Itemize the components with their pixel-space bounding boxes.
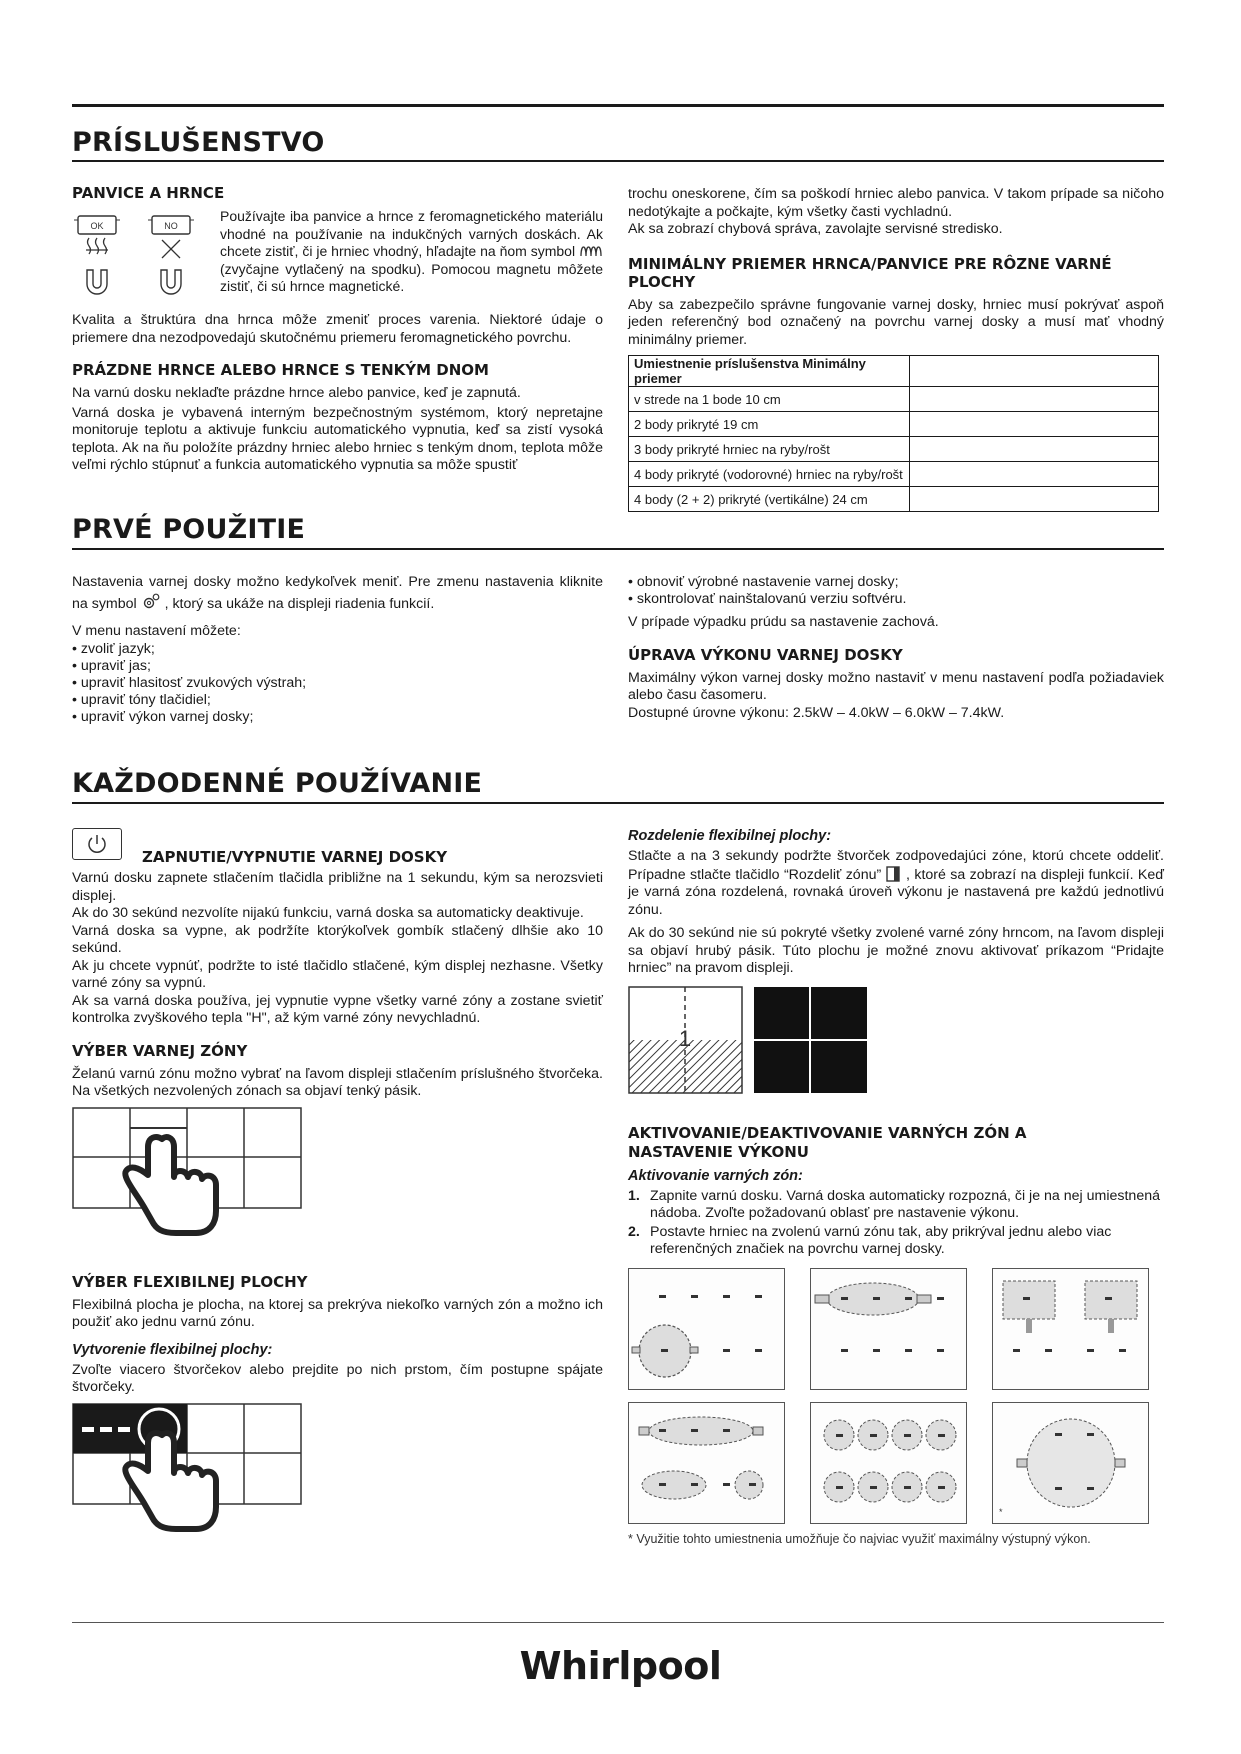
- section-rule: [72, 548, 1164, 550]
- list-item: [628, 1224, 1164, 1258]
- brand-logo: Whirlpool: [519, 1644, 722, 1688]
- list-item: • upraviť tóny tlačidiel;: [72, 692, 603, 709]
- daily-left-column: [72, 828, 603, 1543]
- section-rule: [72, 160, 1164, 162]
- flex-create-text: Zvoľte viacero štvorčekov alebo prejdite po nich prstom, čím postupne spájate štvorčeky.: [72, 1361, 603, 1395]
- flex-text: Flexibilná plocha je plocha, na ktorej sa prekrýva niekoľko varných zón a možno ich použiť ako jednu varnú zónu.: [72, 1296, 603, 1330]
- accessories-right-column: [628, 186, 1164, 512]
- split-zone-icon: [886, 866, 902, 882]
- pan-test-icon: [72, 210, 202, 315]
- step-number: 2.: [628, 1223, 640, 1240]
- split-title: Rozdelenie flexibilnej plochy:: [628, 828, 832, 844]
- step-text: Zapnite varnú dosku. Varná doska automaticky rozpozná, či je na nej umiestnená nádoba. Zvoľte požadovanú oblasť pre nastavenie výkonu.: [650, 1187, 1160, 1221]
- list-item: [628, 1188, 1164, 1222]
- power-icon: [73, 829, 121, 859]
- zone-select-text: Želanú varnú zónu možno vybrať na ľavom displeji stlačením príslušného štvorčeka. Na všetkých nezvolených zónach sa objaví tenký pásik.: [72, 1065, 603, 1099]
- table-header-row: [629, 356, 1159, 387]
- zone-select-illustration: [72, 1107, 312, 1247]
- step-number: 1.: [628, 1187, 640, 1204]
- table-cell: 2 body prikryté 19 cm: [629, 412, 910, 437]
- power-text: Maximálny výkon varnej dosky možno nastaviť v menu nastavení podľa požiadaviek alebo času časomeru.: [628, 669, 1164, 703]
- onoff-heading: ZAPNUTIE/VYPNUTIE VARNEJ DOSKY: [142, 848, 448, 866]
- empty-pots-text-1: Na varnú dosku neklaďte prázdne hrnce alebo panvice, keď je zapnutá.: [72, 385, 521, 401]
- table-cell: v strede na 1 bode 10 cm: [629, 387, 910, 412]
- flex-create-illustration: [72, 1403, 312, 1543]
- split-text-1b: , ktoré sa zobrazí na displeji funkcií. Keď je varná zóna rozdelená, rovnaká úroveň výkonu je nastavená pre každú jednotlivú zónu.: [628, 866, 1164, 918]
- table-row: [629, 412, 1159, 437]
- power-button-icon: [72, 828, 122, 860]
- placement-diagrams: [628, 1268, 1164, 1524]
- split-text-1: [628, 848, 1164, 919]
- zone-select-heading: VÝBER VARNEJ ZÓNY: [72, 1041, 248, 1060]
- list-item: • skontrolovať nainštalovanú verziu softvéru.: [628, 591, 1164, 608]
- asterisk-mark: *: [999, 1506, 1003, 1517]
- placement-single-pot: [628, 1268, 785, 1390]
- placement-grill-plates: [992, 1268, 1149, 1390]
- onoff-heading-row: [72, 828, 603, 870]
- list-item: • upraviť jas;: [72, 658, 603, 675]
- table-cell: 3 body prikryté hrniec na ryby/rošt: [629, 437, 910, 462]
- pans-text-3: Kvalita a štruktúra dna hrnca môže zmeniť proces varenia. Niektoré údaje o priemere dna nezodpovedajú skutočnému priemeru feromagnetického povrchu.: [72, 312, 603, 346]
- section-title-daily-use: KAŽDODENNÉ POUŽÍVANIE: [72, 768, 483, 799]
- empty-pots-text-4: Ak sa zobrazí chybová správa, zavolajte servisné stredisko.: [628, 221, 1003, 237]
- activate-steps: [628, 1188, 1164, 1258]
- accessories-left-column: [72, 184, 603, 481]
- pans-text-2: (zvyčajne vytlačený na spodku). Pomocou magnetu môžete zistiť, či sú hrnce magnetické.: [220, 260, 603, 294]
- onoff-text-1: Varnú dosku zapnete stlačením tlačidla približne na 1 sekundu, kým sa nerozsvieti displej.: [72, 870, 603, 904]
- table-row: [629, 462, 1159, 487]
- split-illustration: [628, 986, 868, 1096]
- first-use-text-1: Nastavenia varnej dosky možno kedykoľvek meniť. Pre zmenu nastavenia kliknite na symbol: [72, 574, 603, 612]
- onoff-text-5: Ak sa varná doska používa, jej vypnutie vypne všetky varné zóny a zostane svietiť kontrolka zvyškového tepla "H", až kým varné zóny nevychladnú.: [72, 992, 603, 1026]
- table-cell: 4 body (2 + 2) prikryté (vertikálne) 24 cm: [629, 487, 910, 512]
- list-item: • obnoviť výrobné nastavenie varnej dosky;: [628, 574, 1164, 591]
- settings-list-left: [72, 641, 603, 726]
- footer-rule: [72, 1622, 1164, 1623]
- power-loss-text: V prípade výpadku prúdu sa nastavenie zachová.: [628, 614, 939, 630]
- step-text: Postavte hrniec na zvolenú varnú zónu tak, aby prikrýval jednu alebo viac referenčných značiek na povrchu varnej dosky.: [650, 1223, 1112, 1257]
- onoff-text-3: Varná doska sa vypne, ak podržíte ktorýkoľvek gombík stlačený dlhšie ako 10 sekúnd.: [72, 922, 603, 956]
- no-label: NO: [164, 221, 178, 231]
- min-diameter-heading: MINIMÁLNY PRIEMER HRNCA/PANVICE PRE RÔZNE VARNÉ PLOCHY: [628, 254, 1112, 291]
- split-text-1a: Stlačte a na 3 sekundy podržte štvorček zodpovedajúci zóne, ktorú chcete oddeliť. Prípadne stlačte tlačidlo “Rozdeliť zónu”: [628, 848, 1164, 883]
- ok-label: OK: [90, 221, 104, 231]
- split-text-2: Ak do 30 sekúnd nie sú pokryté všetky zvolené varné zóny hrncom, na ľavom displeji sa objaví hrubý pásik. Túto plochu je možné znovu aktivovať príkazom “Pridajte hrniec” na pravom displeji.: [628, 925, 1164, 976]
- pans-text: [220, 208, 603, 296]
- table-header: Umiestnenie príslušenstva Minimálny priemer: [629, 356, 910, 387]
- table-row: [629, 487, 1159, 512]
- pans-text-1: Používajte iba panvice a hrnce z feromagnetického materiálu vhodné na používanie na indukčných varných doskách. Ak chcete zistiť, či je hrniec vhodný, hľadajte na ňom symbol: [220, 208, 603, 259]
- settings-list-right: [628, 574, 1164, 608]
- list-item: • upraviť výkon varnej dosky;: [72, 709, 603, 726]
- empty-pots-text-2: Varná doska je vybavená interným bezpečnostným systémom, ktorý nepretajne monitoruje teplotu a aktivuje funkciu automatického vypnutia, keď sa zistí vysoká teplota. Ak na ňu položíte prázdny hrniec alebo hrniec s tenkým dnom, teplota môže veľmi rýchlo stúpnuť a funkcia automatického vypnutia sa môže spustiť: [72, 404, 603, 473]
- settings-gear-icon: [141, 592, 161, 610]
- top-rule: [72, 104, 1164, 107]
- table-row: [629, 437, 1159, 462]
- zone-number: 1: [678, 1025, 692, 1051]
- section-title-accessories: PRÍSLUŠENSTVO: [72, 127, 325, 158]
- first-use-text-1b: , ktorý sa ukáže na displeji riadenia funkcií.: [164, 595, 435, 612]
- placement-large-pot: [992, 1402, 1149, 1524]
- table-cell: 4 body prikryté (vodorovné) hrniec na ryby/rošt: [629, 462, 910, 487]
- pans-heading: PANVICE A HRNCE: [72, 184, 225, 202]
- section-title-first-use: PRVÉ POUŽITIE: [72, 514, 306, 545]
- first-use-right-column: [628, 574, 1164, 728]
- flex-heading: VÝBER FLEXIBILNEJ PLOCHY: [72, 1272, 308, 1291]
- empty-pots-heading: PRÁZDNE HRNCE ALEBO HRNCE S TENKÝM DNOM: [72, 361, 489, 379]
- empty-pots-text-3: trochu oneskorene, čím sa poškodí hrniec alebo panvica. V takom prípade sa ničoho nedotýkajte a počkajte, kým všetky časti vychladnú.: [628, 186, 1164, 220]
- section-rule: [72, 802, 1164, 804]
- min-diameter-table: [628, 355, 1159, 512]
- power-heading: ÚPRAVA VÝKONU VARNEJ DOSKY: [628, 645, 903, 664]
- first-use-left-column: [72, 574, 603, 726]
- activate-heading: AKTIVOVANIE/DEAKTIVOVANIE VARNÝCH ZÓN A NASTAVENIE VÝKONU: [628, 1123, 1027, 1161]
- placement-eight-pots: [810, 1402, 967, 1524]
- placement-two-points: [810, 1268, 967, 1390]
- first-use-text: [72, 574, 603, 613]
- placement-note: * Využitie tohto umiestnenia umožňuje čo najviac využiť maximálny výstupný výkon.: [628, 1531, 1091, 1546]
- placement-fish-pots: [628, 1402, 785, 1524]
- table-row: [629, 387, 1159, 412]
- menu-intro: V menu nastavení môžete:: [72, 623, 241, 639]
- min-diameter-text: Aby sa zabezpečilo správne fungovanie varnej dosky, hrniec musí pokrývať aspoň jeden referenčný bod označený na povrchu varnej dosky a musí mať vhodný minimálny priemer.: [628, 296, 1164, 348]
- flex-create-title: Vytvorenie flexibilnej plochy:: [72, 1341, 273, 1358]
- onoff-text-4: Ak ju chcete vypnúť, podržte to isté tlačidlo stlačené, kým displej nezhasne. Všetky varné zóny sa vypnú.: [72, 957, 603, 991]
- list-item: • zvoliť jazyk;: [72, 641, 603, 658]
- list-item: • upraviť hlasitosť zvukových výstrah;: [72, 675, 603, 692]
- daily-right-column: [628, 828, 1164, 1546]
- power-levels: Dostupné úrovne výkonu: 2.5kW – 4.0kW – 6.0kW – 7.4kW.: [628, 704, 1005, 721]
- induction-coil-icon: [579, 244, 603, 258]
- activate-subtitle: Aktivovanie varných zón:: [628, 1167, 803, 1184]
- pans-block: [72, 208, 603, 318]
- onoff-text-2: Ak do 30 sekúnd nezvolíte nijakú funkciu, varná doska sa automaticky deaktivuje.: [72, 905, 584, 921]
